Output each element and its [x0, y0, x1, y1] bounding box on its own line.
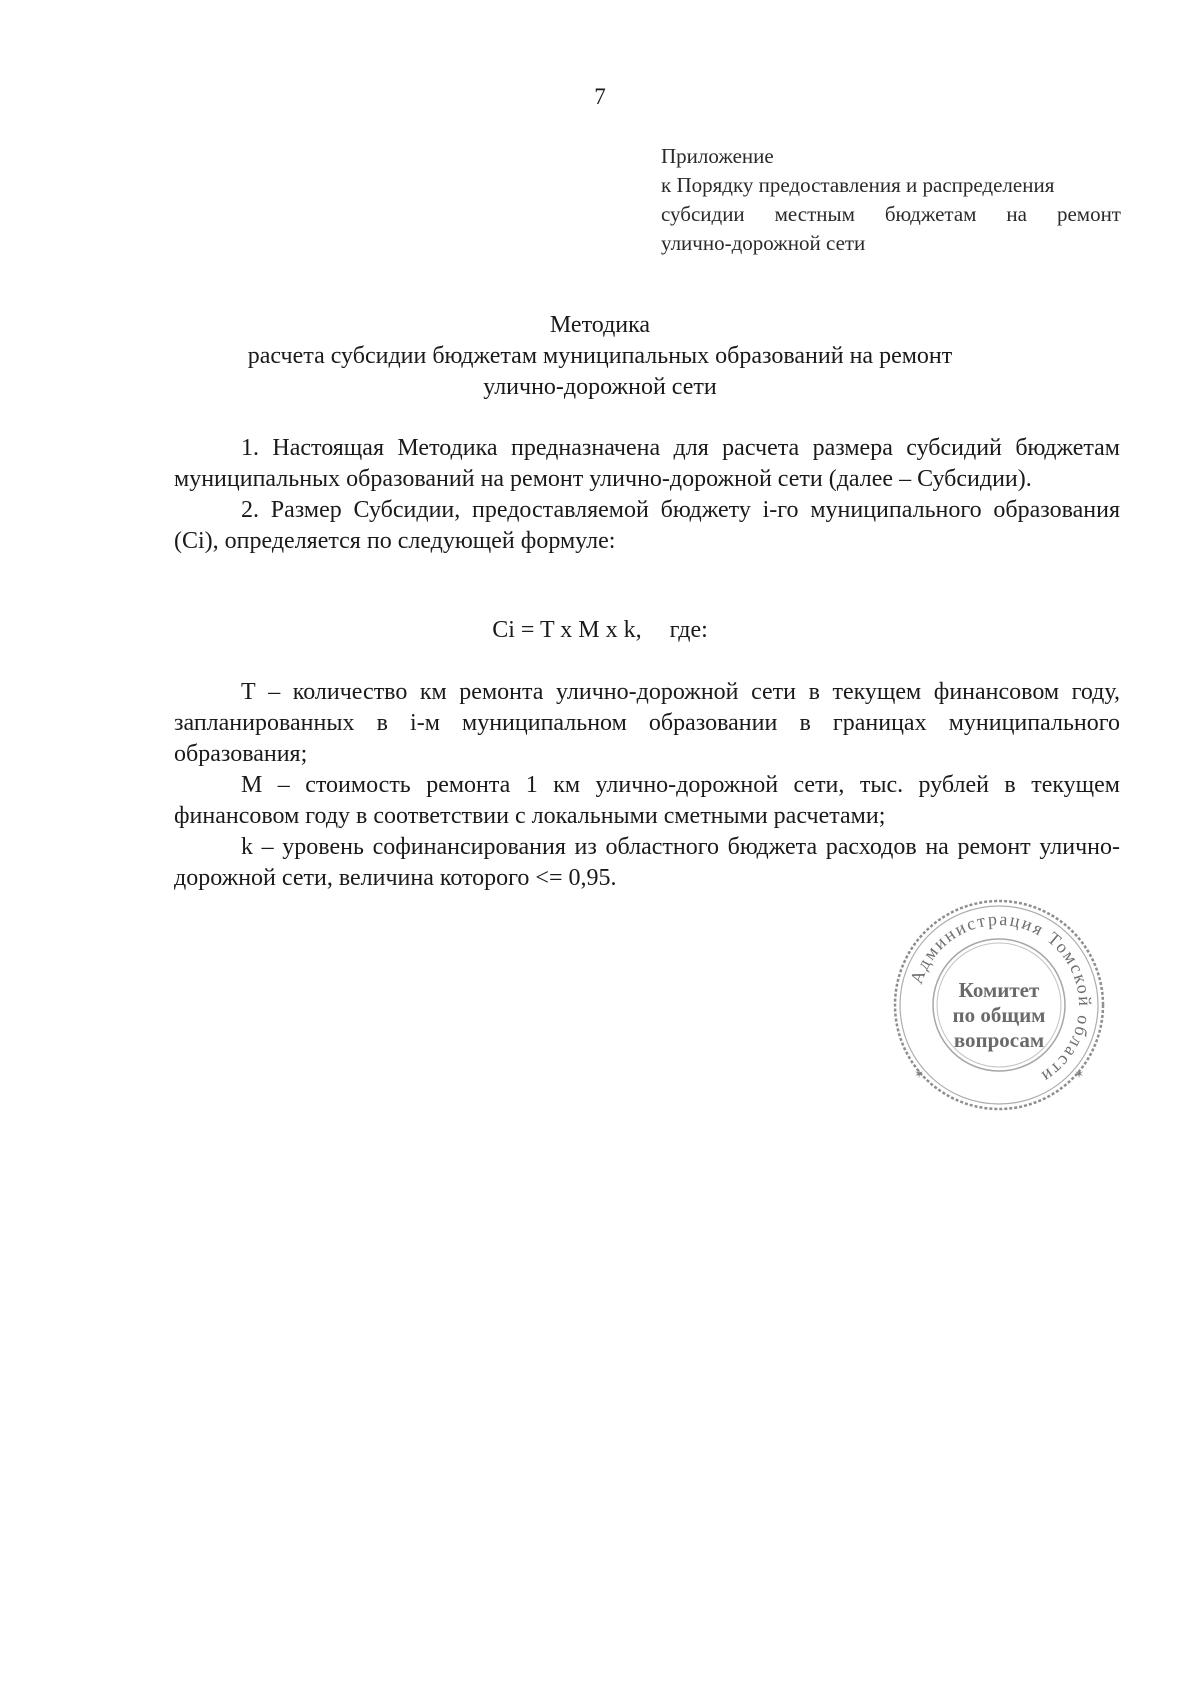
definition-t: Т – количество км ремонта улично-дорожной сети в текущем финансовом году, запланированных в i-м муниципальном образовании в границах муниципального образования; [174, 679, 1120, 767]
title-subheading: улично-дорожной сети [483, 374, 717, 400]
appendix-line: к Порядку предоставления и распределения [661, 173, 1055, 197]
title-subheading: расчета субсидии бюджетам муниципальных образований на ремонт [247, 343, 953, 369]
seal-ring-text: Администрация Томской области [906, 908, 1096, 1088]
appendix-line: субсидии местным бюджетам на ремонт [661, 202, 1121, 226]
appendix-title: Приложение [661, 144, 774, 168]
page-number: 7 [594, 84, 606, 109]
definition-k: k – уровень софинансирования из областного бюджета расходов на ремонт улично-дорожной сети, величина которого <= 0,95. [174, 834, 1120, 891]
seal-star-icon: ✶ [1074, 1067, 1085, 1081]
formula-where: где: [669, 617, 708, 643]
seal-stamp-icon [890, 896, 1108, 1114]
official-seal [890, 896, 1108, 1114]
title-heading: Методика [549, 312, 651, 338]
body-text [174, 433, 1120, 557]
paragraph-2: 2. Размер Субсидии, предоставляемой бюджету i-го муниципального образования (Ci), определяется по следующей формуле: [174, 497, 1120, 554]
formula [0, 615, 1200, 646]
appendix-line: улично-дорожной сети [661, 231, 866, 255]
definitions [174, 677, 1120, 894]
document-title [0, 310, 1200, 403]
seal-center-line: вопросам [953, 1028, 1045, 1052]
formula-expression: Ci = T x M x k, [492, 617, 642, 643]
seal-center-line: Комитет [958, 978, 1040, 1002]
paragraph-1: 1. Настоящая Методика предназначена для расчета размера субсидий бюджетам муниципальных образований на ремонт улично-дорожной сети (далее – Субсидии). [174, 435, 1120, 492]
appendix-header [661, 142, 1121, 258]
seal-star-icon: ✶ [914, 1067, 925, 1081]
definition-m: М – стоимость ремонта 1 км улично-дорожной сети, тыс. рублей в текущем финансовом году в соответствии с локальными сметными расчетами; [174, 772, 1120, 829]
seal-center-line: по общим [952, 1003, 1046, 1027]
